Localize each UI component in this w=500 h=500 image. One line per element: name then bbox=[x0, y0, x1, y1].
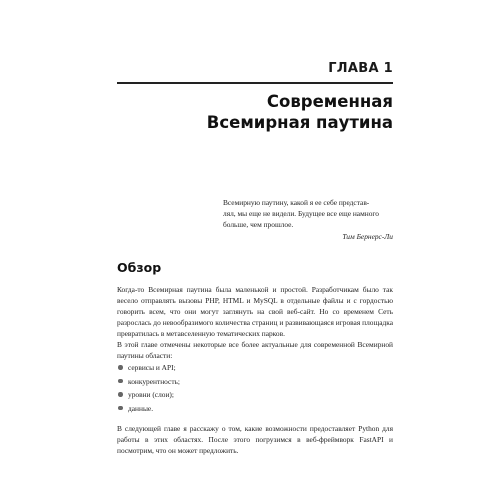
bullet-icon bbox=[118, 392, 123, 397]
chapter-title bbox=[207, 91, 393, 133]
bullet-icon bbox=[118, 406, 123, 411]
chapter-divider bbox=[117, 82, 393, 84]
paragraph-intro: Когда-то Всемирная паутина была маленькой и простой. Разработчикам было так весело отправлять вызовы PHP, HTML и MySQL в отдельные файлы и с гордостью говорить всем, что они могут заглянуть на свой веб-сайт. Но со временем Сеть разрослась до невообразимого количества страниц и развивающаяся игровая площадка превратилась в метавселенную тематических парков. bbox=[117, 285, 393, 338]
bullet-icon bbox=[118, 365, 123, 370]
list-item bbox=[117, 403, 393, 417]
epigraph-line1: Всемирную паутину, какой я ее себе представ- bbox=[223, 198, 370, 207]
paragraph-next-chapter: В следующей главе я расскажу о том, какие возможности предоставляет Python для работы в этих областях. После этого погрузимся в веб-фреймворк FastAPI и посмотрим, что он может предложить. bbox=[117, 424, 393, 455]
list-item bbox=[117, 362, 393, 376]
epigraph-line3: больше, чем прошлое. bbox=[223, 220, 294, 229]
list-item-text: уровни (слои); bbox=[128, 390, 174, 399]
bullet-icon bbox=[118, 379, 123, 384]
list-item bbox=[117, 376, 393, 390]
list-item-text: сервисы и API; bbox=[128, 363, 176, 372]
chapter-title-line1: Современная bbox=[266, 92, 393, 111]
areas-list bbox=[117, 362, 393, 416]
list-item-text: конкурентность; bbox=[128, 376, 180, 386]
epigraph-line2: лял, мы еще не видели. Будущее все еще намного bbox=[223, 209, 379, 218]
section-heading: Обзор bbox=[117, 260, 162, 275]
list-item-text: данные. bbox=[128, 403, 154, 413]
chapter-title-line2: Всемирная паутина bbox=[206, 113, 393, 132]
list-item bbox=[117, 389, 393, 403]
epigraph bbox=[223, 197, 395, 230]
chapter-label: ГЛАВА 1 bbox=[328, 61, 393, 76]
paragraph-areas: В этой главе отмечены некоторые все более актуальные для современной Всемирной паутины области: bbox=[117, 340, 393, 360]
epigraph-author: Тим Бернерс-Ли bbox=[342, 232, 393, 241]
